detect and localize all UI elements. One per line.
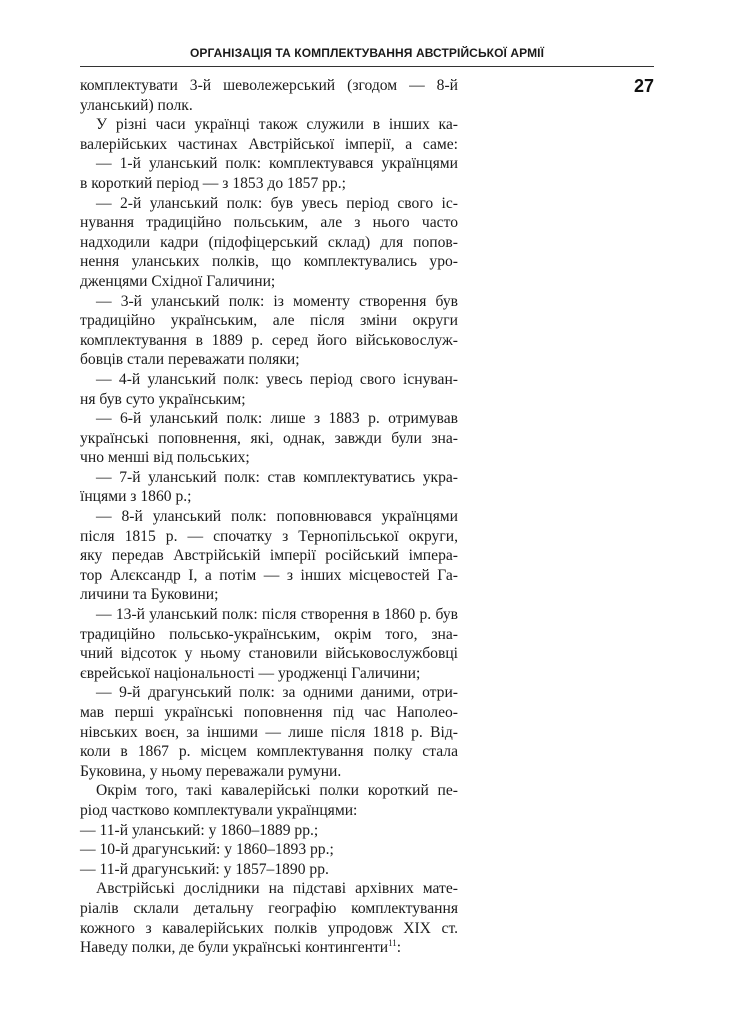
text-line: традиційно польсько-українським, окрім того, зна-	[80, 625, 458, 643]
running-header-title: ОРГАНІЗАЦІЯ ТА КОМПЛЕКТУВАННЯ АВСТРІЙСЬКОЇ АРМІЇ	[189, 46, 545, 60]
text-line: — 6-й уланський полк: лише з 1883 р. отримував	[96, 410, 458, 428]
text-line: в короткий період — з 1853 до 1857 рр.;	[80, 174, 346, 192]
text-line: нування традиційно польським, але з нього часто	[80, 214, 458, 232]
text-line: українські поповнення, які, однак, завжди були зна-	[80, 429, 458, 447]
text-line: ня був суто українським;	[80, 390, 246, 408]
text-line: кожного з кавалерійських полків упродовж XIX ст.	[80, 919, 458, 937]
text-line: валерійських частинах Австрійської імперії, а саме:	[80, 135, 458, 153]
text-line: єврейської національності — уродженці Галичини;	[80, 664, 421, 682]
text-line: Австрійські дослідники на підставі архівних мате-	[96, 880, 458, 898]
text-line: — 11-й драгунський: у 1857–1890 рр.	[80, 860, 329, 878]
text-line-last-content: Наведу полки, де були українські контингенти	[80, 939, 389, 957]
text-line: коли в 1867 р. місцем комплектування полку стала	[80, 743, 458, 761]
text-line: — 8-й уланський полк: поповнювався українцями	[96, 508, 458, 526]
text-line: надходили кадри (підофіцерський склад) для попов-	[80, 233, 458, 251]
text-line: — 9-й драгунський полк: за одними даними, отри-	[96, 684, 458, 702]
text-line: У різні часи українці також служили в інших ка-	[96, 116, 458, 134]
text-line: нення уланських полків, що комплектувались уро-	[80, 253, 458, 271]
text-line: Буковина, у ньому переважали румуни.	[80, 762, 342, 780]
text-line: ріалів склали детальну географію комплектування	[80, 899, 458, 917]
text-line: — 13-й уланський полк: після створення в 1860 р. був	[96, 606, 458, 624]
text-line: комплектувати 3-й шеволежерський (згодом — 8-й	[80, 77, 458, 94]
text-line: — 2-й уланський полк: був увесь період свого іс-	[96, 194, 458, 212]
text-line: дженцями Східної Галичини;	[80, 272, 276, 290]
header-rule	[80, 66, 654, 67]
text-line: їнцями з 1860 р.;	[80, 488, 192, 506]
text-line: традиційно українським, але після зміни округи	[80, 312, 458, 330]
text-line: бовців стали переважати поляки;	[80, 351, 300, 369]
text-line: тор Алєксандр І, а потім — з інших місцевостей Га-	[80, 566, 458, 584]
text-line: — 3-й уланський полк: із моменту створення був	[96, 292, 458, 310]
text-line: уланський) полк.	[80, 96, 193, 114]
text-line: чний відсоток у ньому становили військовослужбовці	[80, 645, 458, 663]
text-line: — 7-й уланський полк: став комплектуватись укра-	[96, 468, 458, 486]
text-line: комплектування в 1889 р. серед його військовослуж-	[80, 331, 458, 349]
text-line: після 1815 р. — спочатку з Тернопільської округи,	[80, 527, 458, 545]
footnote-reference[interactable]: 11	[388, 937, 397, 948]
text-line: — 10-й драгунський: у 1860–1893 рр.;	[80, 841, 334, 859]
page-number: 27	[633, 76, 654, 96]
text-line-last	[80, 938, 458, 958]
text-line: нівських воєн, за іншими — лише після 1818 р. Від-	[80, 723, 458, 741]
text-line: яку передав Австрійській імперії російський імпера-	[80, 547, 458, 565]
text-line: — 4-й уланський полк: увесь період свого існуван-	[96, 370, 458, 388]
text-line: — 1-й уланський полк: комплектувався українцями	[96, 155, 458, 173]
body-text	[80, 76, 458, 958]
text-line: Окрім того, такі кавалерійські полки короткий пе-	[96, 782, 458, 800]
text-line: — 11-й уланський: у 1860–1889 рр.;	[80, 821, 319, 839]
text-line: чно менші від польських;	[80, 449, 250, 467]
text-line: мав перші українські поповнення під час Наполео-	[80, 704, 458, 721]
text-line: личини та Буковини;	[80, 586, 219, 604]
text-line: ріод частково комплектували українцями:	[80, 801, 358, 819]
text-line-end-punct: :	[396, 939, 402, 957]
